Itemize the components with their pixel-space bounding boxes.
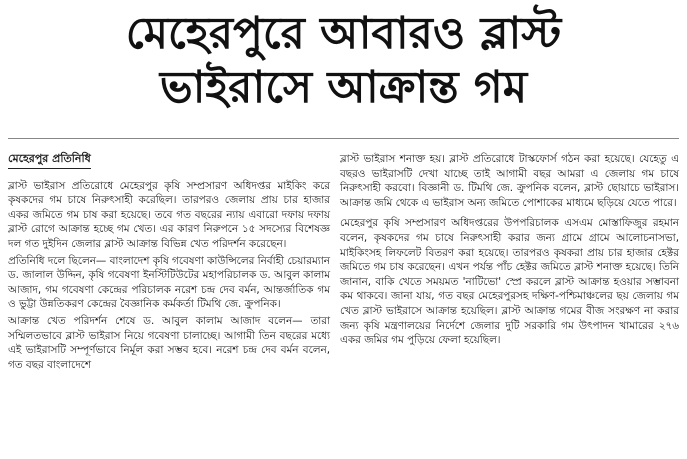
- article-column-left: [8, 152, 330, 374]
- article-paragraph: মেহেরপুর কৃষি সম্প্রসারণ অধিদপ্তরের উপপরিচালক এসএম মোস্তাফিজুর রহমান বলেন, কৃষকদের গম চাষে নিরুৎসাহী করার জন্য গ্রামে গ্রামে আলোচনাসভা, মাইকিংসহ লিফলেট বিতরণ করা হয়েছে। তারপরও কৃষকরা প্রায় চার হাজার হেক্টর জমিতে গম চাষ করেছেন। এখন পর্যন্ত পাঁচ হেক্টর জমিতে ব্লাস্ট শনাক্ত হয়েছে। তিনি জানান, বাকি খেতে সময়মত 'নাটিভো' স্প্রে করলে ব্লাস্ট আক্রান্ত হওয়ার সম্ভাবনা কম থাকবে। জানা যায়, গত বছর মেহেরপুরসহ দক্ষিণ-পশ্চিমাঞ্চলের ছয় জেলায় গম খেত ব্লাস্ট ভাইরাসে আক্রান্ত হয়েছিল। ব্লাস্ট আক্রান্ত গমের বীজ সংরক্ষণ না করার জন্য কৃষি মন্ত্রণালয়ের নির্দেশে জেলার দুটি সরকারি গম উৎপাদন খামারের ২৭৬ একর জমির গম পুড়িয়ে ফেলা হয়েছিল।: [340, 217, 679, 347]
- byline: মেহেরপুর প্রতিনিধি: [8, 152, 91, 169]
- article-paragraph: ব্লাস্ট ভাইরাস প্রতিরোধে মেহেরপুর কৃষি সম্প্রসারণ অধিদপ্তর মাইকিং করে কৃষকদের গম চাষে নিরুৎসাহী করেছিল। তারপরও জেলায় প্রায় চার হাজার একর জমিতে গম চাষ করা হয়েছে। তবে গত বছরের ন্যায় এবারো দফায় দফায় ব্লাস্ট রোগে আক্রান্ত হচ্ছে গম খেত। এর কারণ নিরুপনে ১৫ সদস্যের বিশেষজ্ঞ দল গত দুইদিন জেলার ব্লাস্ট আক্রান্ত বিভিন্ন খেত পরিদর্শন করেছেন।: [8, 179, 330, 250]
- headline-line-2: ভাইরাসে আক্রান্ত গম: [159, 62, 528, 113]
- article-paragraph: ব্লাস্ট ভাইরাস শনাক্ত হয়। ব্লাস্ট প্রতিরোধে টাস্কফোর্স গঠন করা হয়েছে। যেহেতু এ বছরও ভাইরাসটি দেখা যাচ্ছে তাই আগামী বছর আমরা এ জেলায় গম চাষে নিরুৎসাহী করবো। বিজ্ঞানী ড. টিমথি জে. ক্রুপনিক বলেন, ব্লাস্ট ছোয়াচে ভাইরাস। আক্রান্ত জমি থেকে এ ভাইরাস অন্য জমিতে পোশাকের মাধ্যমে ছড়িয়ে যেতে পারে।: [340, 153, 679, 209]
- headline: [0, 8, 687, 114]
- headline-divider: [8, 138, 679, 139]
- article-column-right: [340, 152, 679, 354]
- article-paragraph: প্রতিনিধি দলে ছিলেন— বাংলাদেশ কৃষি গবেষণা কাউন্সিলের নির্বাহী চেয়ারম্যান ড. জালাল উদ্দিন, কৃষি গবেষণা ইনস্টিটিউটের মহাপরিচালক ড. আবুল কালাম আজাদ, গম গবেষণা কেন্দ্রের পরিচালক নরেশ চন্দ্র দেব বর্মন, আন্তর্জাতিক গম ও ভুট্টা উন্নতিকরণ কেন্দ্রের বৈজ্ঞানিক কর্মকর্তা টিমথি জে. ক্রুপনিক।: [8, 254, 330, 311]
- headline-line-1: মেহেরপুরে আবারও ব্লাস্ট: [125, 8, 562, 59]
- article-paragraph: আক্রান্ত খেত পরিদর্শন শেষে ড. আবুল কালাম আজাদ বলেন— তারা সম্মিলতভাবে ব্লাস্ট ভাইরাস নিয়ে গবেষণা চালাচ্ছে। আগামী তিন বছরের মধ্যে এই ভাইরাসটি সম্পূর্ণভাবে নির্মূল করা সম্ভব হবে। নরেশ চন্দ্র দেব বর্মন বলেন, গত বছর বাংলাদেশে: [8, 314, 330, 371]
